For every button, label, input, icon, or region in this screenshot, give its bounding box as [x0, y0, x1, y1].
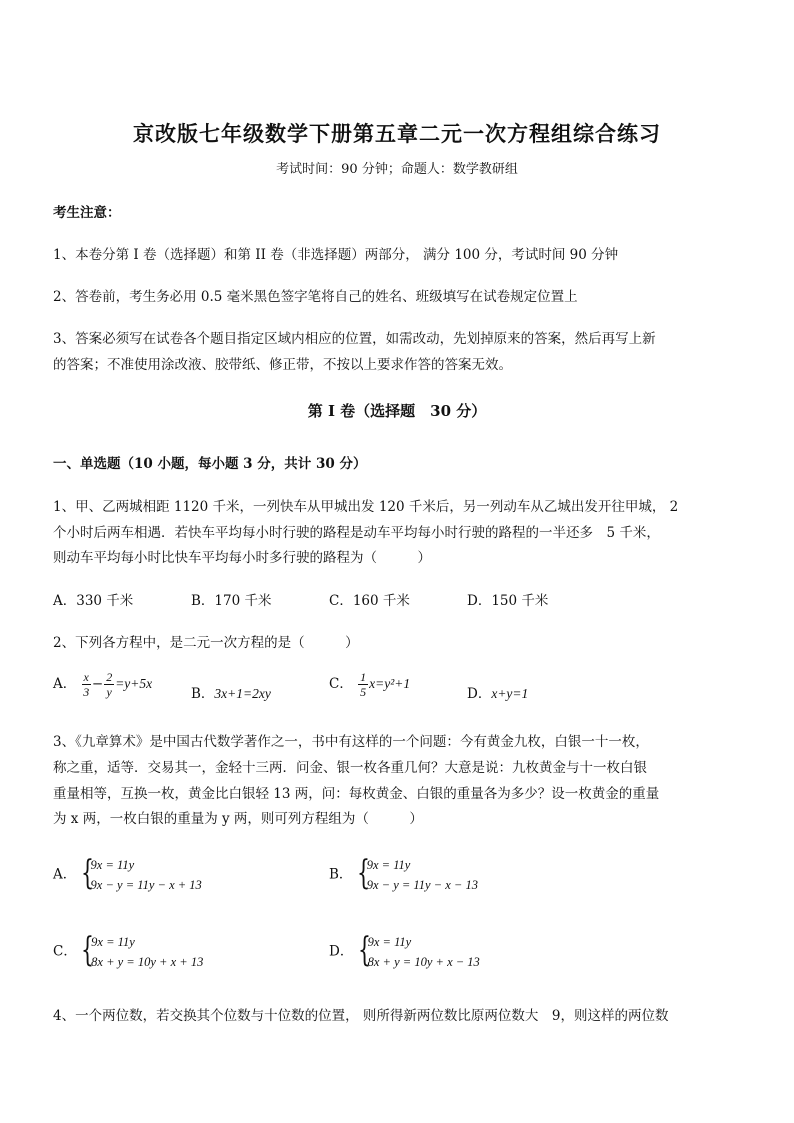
q2-option-d[interactable] [467, 682, 528, 702]
fraction: $\frac{x}{3}$ [83, 670, 90, 699]
q1-option-c[interactable]: C．160 千米 [329, 593, 410, 609]
question-1-line: 个小时后两车相遇．若快车平均每小时行驶的路程是动车平均每小时行驶的路程的一半还多 5 千米， [53, 525, 660, 541]
question-3-line: 3、《九章算术》是中国古代数学著作之一，书中有这样的一个问题：今有黄金九枚，白银一十一枚， [53, 734, 649, 750]
page-title: 京改版七年级数学下册第五章二元一次方程组综合练习 [133, 121, 661, 146]
q2-option-a[interactable]: A． $\frac{x}{3}$ − $\frac{2}{y}$ =y+5x [53, 670, 153, 699]
equation: 3x+1=2xy [214, 686, 271, 701]
option-label: D． [329, 943, 354, 960]
question-4-line: 4、一个两位数，若交换其个位数与十位数的位置， 则所得新两位数比原两位数大 9，则这样的两位数 [53, 1008, 669, 1024]
fraction: $\frac{1}{5}$ [360, 670, 367, 699]
q1-option-a[interactable]: A．330 千米 [53, 593, 134, 609]
notice-item: 的答案；不准使用涂改液、胶带纸、修正带，不按以上要求作答的答案无效。 [53, 357, 512, 373]
option-label: B． [191, 686, 215, 702]
equation-system: { 9x = 11y 8x + y = 10y + x − 13 [357, 930, 480, 970]
option-label: B． [329, 866, 353, 883]
option-label: D． [467, 686, 492, 702]
q3-option-b[interactable] [329, 855, 478, 895]
q3-option-a[interactable] [53, 855, 202, 895]
notice-item: 3、答案必须写在试卷各个题目指定区域内相应的位置，如需改动，先划掉原来的答案，然后再写上新 [53, 331, 656, 347]
equation-system: { 9x = 11y 9x − y = 11y − x − 13 [356, 853, 478, 893]
part-heading: 一、单选题（10 小题，每小题 3 分，共计 30 分） [53, 456, 367, 472]
option-label: A． [53, 676, 77, 692]
q3-option-c[interactable] [53, 932, 203, 972]
question-3-line: 重量相等，互换一枚，黄金比白银轻 13 两，问：每枚黄金、白银的重量各为多少？设一枚黄金的重量 [53, 786, 660, 802]
exam-info: 考试时间：90 分钟；命题人：数学教研组 [276, 162, 518, 177]
equation: x+y=1 [491, 686, 529, 701]
notice-item: 1、本卷分第 I 卷（选择题）和第 II 卷（非选择题）两部分， 满分 100 分，考试时间 90 分钟 [53, 247, 619, 263]
section-title: 第 I 卷（选择题 30 分） [307, 402, 487, 420]
option-label: C． [53, 943, 77, 960]
q1-option-d[interactable]: D．150 千米 [467, 593, 549, 609]
notice-item: 2、答卷前，考生务必用 0.5 毫米黑色签字笔将自己的姓名、班级填写在试卷规定位置上 [53, 289, 578, 305]
question-1-line: 1、甲、乙两城相距 1120 千米，一列快车从甲城出发 120 千米后，另一列动车从乙城出发开往甲城， 2 [53, 499, 679, 515]
fraction: $\frac{2}{y}$ [106, 670, 113, 699]
q3-option-d[interactable] [329, 932, 480, 972]
option-label: A． [53, 866, 77, 883]
option-label: C． [329, 676, 353, 692]
equation-system: { 9x = 11y 8x + y = 10y + x + 13 [81, 930, 204, 970]
question-3-line: 称之重，适等．交易其一，金轻十三两．问金、银一枚各重几何？大意是说：九枚黄金与十一枚白银 [53, 760, 647, 776]
q2-option-c[interactable]: C． $\frac{1}{5}$ x=y²+1 [329, 670, 411, 699]
question-1-line: 则动车平均每小时比快车平均每小时多行驶的路程为（ ） [53, 550, 431, 566]
question-2-stem: 2、下列各方程中，是二元一次方程的是（ ） [53, 635, 359, 651]
question-3-line: 为 x 两，一枚白银的重量为 y 两，则可列方程组为（ ） [53, 811, 423, 827]
notice-heading: 考生注意： [53, 205, 121, 221]
q1-option-b[interactable]: B．170 千米 [191, 593, 272, 609]
equation-system: { 9x = 11y 9x − y = 11y − x + 13 [80, 853, 202, 893]
q2-option-b[interactable] [191, 682, 271, 702]
